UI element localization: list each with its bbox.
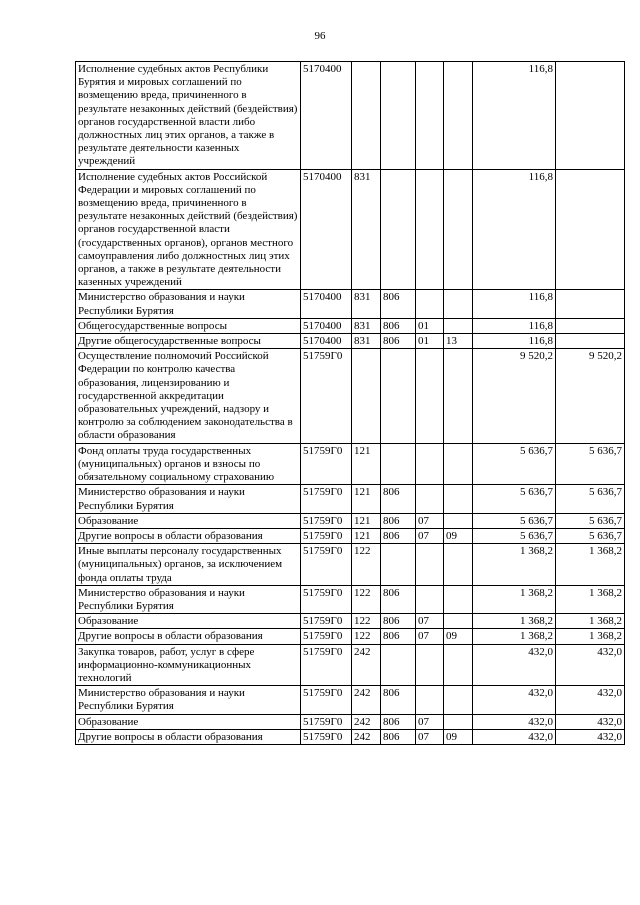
- target-article-code: 51759Г0: [301, 513, 352, 528]
- target-article-code: 5170400: [301, 62, 352, 170]
- section-code: 07: [416, 528, 444, 543]
- target-article-code: 5170400: [301, 334, 352, 349]
- target-article-code: 51759Г0: [301, 714, 352, 729]
- expense-type-code: 831: [352, 169, 381, 290]
- administrator-code: [381, 349, 416, 443]
- amount-total: 9 520,2: [473, 349, 556, 443]
- expense-type-code: [352, 62, 381, 170]
- expense-type-code: 242: [352, 729, 381, 744]
- amount-federal: [556, 334, 625, 349]
- expense-type-code: 122: [352, 544, 381, 586]
- section-code: 07: [416, 629, 444, 644]
- table-row: [76, 62, 625, 170]
- subsection-code: [444, 318, 473, 333]
- table-row: [76, 585, 625, 613]
- table-row: [76, 644, 625, 686]
- target-article-code: 51759Г0: [301, 614, 352, 629]
- target-article-code: 51759Г0: [301, 644, 352, 686]
- section-code: [416, 62, 444, 170]
- target-article-code: 5170400: [301, 169, 352, 290]
- target-article-code: 5170400: [301, 290, 352, 318]
- table-row: [76, 290, 625, 318]
- table-row: [76, 686, 625, 714]
- table-row: [76, 714, 625, 729]
- expense-type-code: 121: [352, 513, 381, 528]
- section-code: [416, 544, 444, 586]
- administrator-code: 806: [381, 729, 416, 744]
- subsection-code: [444, 644, 473, 686]
- table-row: [76, 528, 625, 543]
- section-code: 07: [416, 513, 444, 528]
- section-code: [416, 290, 444, 318]
- subsection-code: [444, 443, 473, 485]
- budget-table: [75, 61, 625, 745]
- amount-federal: [556, 290, 625, 318]
- row-name: Министерство образования и науки Республики Бурятия: [76, 686, 301, 714]
- administrator-code: 806: [381, 629, 416, 644]
- administrator-code: [381, 544, 416, 586]
- page-number: 96: [314, 30, 326, 42]
- expense-type-code: 122: [352, 614, 381, 629]
- table-row: [76, 318, 625, 333]
- amount-total: 5 636,7: [473, 528, 556, 543]
- row-name: Осуществление полномочий Российской Федерации по контролю качества образования, лицензированию и государственной аккредитации образовательных учреждений, надзору и контролю за соблюдением законодательства в области образования: [76, 349, 301, 443]
- table-row: [76, 629, 625, 644]
- amount-total: 5 636,7: [473, 485, 556, 513]
- administrator-code: [381, 169, 416, 290]
- section-code: [416, 686, 444, 714]
- amount-federal: 432,0: [556, 714, 625, 729]
- table-row: [76, 614, 625, 629]
- amount-total: 1 368,2: [473, 629, 556, 644]
- amount-federal: 5 636,7: [556, 443, 625, 485]
- section-code: 01: [416, 318, 444, 333]
- subsection-code: 09: [444, 729, 473, 744]
- target-article-code: 51759Г0: [301, 349, 352, 443]
- amount-federal: 1 368,2: [556, 614, 625, 629]
- amount-federal: [556, 318, 625, 333]
- budget-table-body: [76, 62, 625, 745]
- table-row: [76, 544, 625, 586]
- expense-type-code: [352, 349, 381, 443]
- row-name: Иные выплаты персоналу государственных (муниципальных) органов, за исключением фонда оплаты труда: [76, 544, 301, 586]
- administrator-code: [381, 443, 416, 485]
- row-name: Образование: [76, 513, 301, 528]
- amount-total: 5 636,7: [473, 443, 556, 485]
- administrator-code: 806: [381, 686, 416, 714]
- expense-type-code: 121: [352, 443, 381, 485]
- table-row: [76, 334, 625, 349]
- table-row: [76, 485, 625, 513]
- row-name: Министерство образования и науки Республики Бурятия: [76, 290, 301, 318]
- table-row: [76, 349, 625, 443]
- row-name: Образование: [76, 614, 301, 629]
- target-article-code: 51759Г0: [301, 485, 352, 513]
- table-row: [76, 443, 625, 485]
- expense-type-code: 122: [352, 629, 381, 644]
- subsection-code: 09: [444, 528, 473, 543]
- row-name: Министерство образования и науки Республики Бурятия: [76, 485, 301, 513]
- row-name: Исполнение судебных актов Республики Бурятия и мировых соглашений по возмещению вреда, причиненного в результате незаконных действий (бездействия) органов государственной власти либо должностных лиц этих органов, а также в результате деятельности казенных учреждений: [76, 62, 301, 170]
- row-name: Фонд оплаты труда государственных (муниципальных) органов и взносы по обязательному социальному страхованию: [76, 443, 301, 485]
- administrator-code: 806: [381, 585, 416, 613]
- section-code: [416, 169, 444, 290]
- subsection-code: [444, 485, 473, 513]
- subsection-code: [444, 513, 473, 528]
- target-article-code: 51759Г0: [301, 443, 352, 485]
- expense-type-code: 831: [352, 290, 381, 318]
- target-article-code: 51759Г0: [301, 629, 352, 644]
- section-code: 07: [416, 729, 444, 744]
- subsection-code: 13: [444, 334, 473, 349]
- administrator-code: 806: [381, 614, 416, 629]
- row-name: Закупка товаров, работ, услуг в сфере информационно-коммуникационных технологий: [76, 644, 301, 686]
- amount-total: 116,8: [473, 62, 556, 170]
- amount-federal: 1 368,2: [556, 629, 625, 644]
- expense-type-code: 122: [352, 585, 381, 613]
- amount-federal: 1 368,2: [556, 585, 625, 613]
- subsection-code: [444, 290, 473, 318]
- section-code: 01: [416, 334, 444, 349]
- row-name: Исполнение судебных актов Российской Федерации и мировых соглашений по возмещению вреда, причиненного в результате незаконных действий (бездействия) органов государственной власти (государственных органов), органов местного самоуправления либо должностных лиц этих органов, а также в результате деятельности казенных учреждений: [76, 169, 301, 290]
- administrator-code: 806: [381, 485, 416, 513]
- amount-federal: 5 636,7: [556, 513, 625, 528]
- amount-federal: 432,0: [556, 686, 625, 714]
- row-name: Общегосударственные вопросы: [76, 318, 301, 333]
- administrator-code: 806: [381, 290, 416, 318]
- expense-type-code: 121: [352, 485, 381, 513]
- amount-federal: [556, 169, 625, 290]
- section-code: [416, 349, 444, 443]
- target-article-code: 5170400: [301, 318, 352, 333]
- table-row: [76, 729, 625, 744]
- expense-type-code: 831: [352, 334, 381, 349]
- expense-type-code: 831: [352, 318, 381, 333]
- subsection-code: [444, 349, 473, 443]
- expense-type-code: 242: [352, 686, 381, 714]
- row-name: Министерство образования и науки Республики Бурятия: [76, 585, 301, 613]
- subsection-code: [444, 544, 473, 586]
- administrator-code: 806: [381, 513, 416, 528]
- subsection-code: [444, 62, 473, 170]
- administrator-code: 806: [381, 318, 416, 333]
- subsection-code: [444, 686, 473, 714]
- amount-federal: [556, 62, 625, 170]
- amount-total: 1 368,2: [473, 614, 556, 629]
- amount-total: 1 368,2: [473, 585, 556, 613]
- section-code: [416, 485, 444, 513]
- amount-total: 116,8: [473, 290, 556, 318]
- subsection-code: [444, 585, 473, 613]
- administrator-code: [381, 644, 416, 686]
- subsection-code: [444, 714, 473, 729]
- table-row: [76, 513, 625, 528]
- amount-federal: 432,0: [556, 644, 625, 686]
- amount-federal: 5 636,7: [556, 485, 625, 513]
- amount-total: 116,8: [473, 169, 556, 290]
- target-article-code: 51759Г0: [301, 544, 352, 586]
- administrator-code: 806: [381, 528, 416, 543]
- amount-federal: 9 520,2: [556, 349, 625, 443]
- amount-total: 432,0: [473, 714, 556, 729]
- amount-total: 432,0: [473, 644, 556, 686]
- amount-total: 116,8: [473, 318, 556, 333]
- row-name: Другие вопросы в области образования: [76, 528, 301, 543]
- administrator-code: 806: [381, 714, 416, 729]
- administrator-code: [381, 62, 416, 170]
- amount-total: 432,0: [473, 686, 556, 714]
- section-code: 07: [416, 614, 444, 629]
- section-code: 07: [416, 714, 444, 729]
- target-article-code: 51759Г0: [301, 585, 352, 613]
- section-code: [416, 585, 444, 613]
- amount-federal: 432,0: [556, 729, 625, 744]
- subsection-code: [444, 614, 473, 629]
- section-code: [416, 644, 444, 686]
- amount-federal: 5 636,7: [556, 528, 625, 543]
- expense-type-code: 121: [352, 528, 381, 543]
- amount-total: 1 368,2: [473, 544, 556, 586]
- row-name: Образование: [76, 714, 301, 729]
- target-article-code: 51759Г0: [301, 729, 352, 744]
- target-article-code: 51759Г0: [301, 686, 352, 714]
- administrator-code: 806: [381, 334, 416, 349]
- target-article-code: 51759Г0: [301, 528, 352, 543]
- row-name: Другие общегосударственные вопросы: [76, 334, 301, 349]
- section-code: [416, 443, 444, 485]
- table-row: [76, 169, 625, 290]
- subsection-code: [444, 169, 473, 290]
- amount-total: 116,8: [473, 334, 556, 349]
- subsection-code: 09: [444, 629, 473, 644]
- amount-total: 5 636,7: [473, 513, 556, 528]
- amount-federal: 1 368,2: [556, 544, 625, 586]
- row-name: Другие вопросы в области образования: [76, 629, 301, 644]
- expense-type-code: 242: [352, 714, 381, 729]
- expense-type-code: 242: [352, 644, 381, 686]
- amount-total: 432,0: [473, 729, 556, 744]
- row-name: Другие вопросы в области образования: [76, 729, 301, 744]
